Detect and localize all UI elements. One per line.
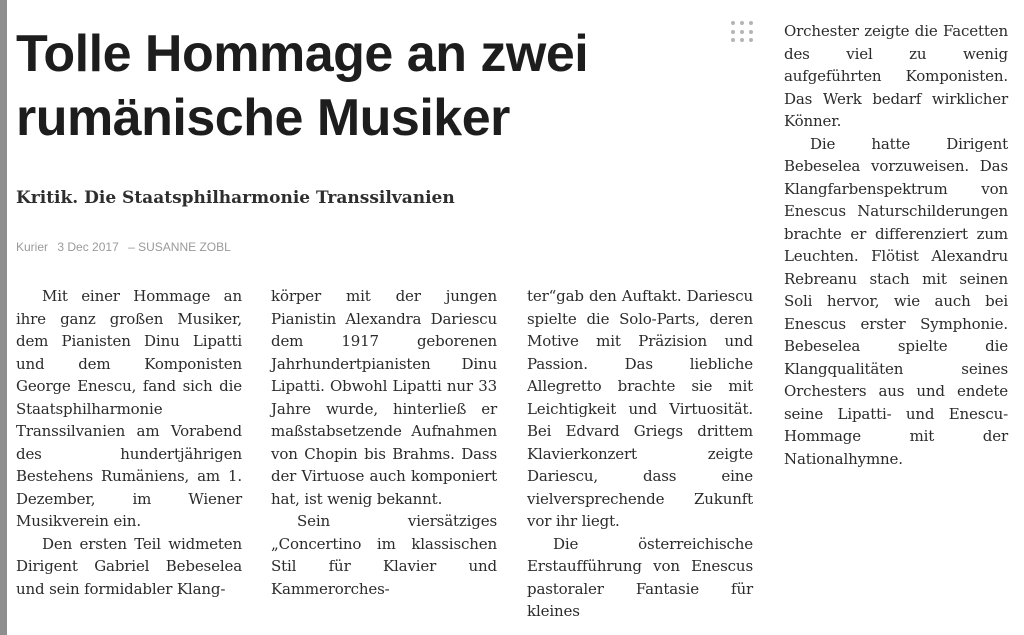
drag-handle-icon[interactable]	[731, 21, 755, 43]
paragraph: ter“gab den Auftakt. Dariescu spielte die Solo-Parts, deren Motive mit Präzision und Passion. Das liebliche Allegretto brachte sie mit Leichtigkeit und Virtuosität. Bei Edvard Griegs drittem Klavierkonzert zeigte Dariescu, dass eine vielversprechende Zukunft vor ihr liegt.	[527, 287, 753, 530]
paragraph: Sein viersätziges „Concertino im klassischen Stil für Klavier und Kammerorches-	[271, 512, 497, 598]
headline-line: rumänische Musiker	[16, 89, 510, 147]
paragraph: Die hatte Dirigent Bebeselea vorzuweisen. Das Klangfarbenspektrum von Enescus Naturschilderungen brachte er differenziert zum Leuchten. Flötist Alexandru Rebreanu stach mit seinen Soli hervor, wie auch bei Enescus erster Symphonie. Bebeselea spielte die Klangqualitäten seines Orchesters aus und endete seine Lipatti- und Enescu-Hommage mit der Nationalhymne.	[784, 134, 1008, 468]
text-column-2	[271, 285, 497, 600]
paragraph: Die österreichische Erstaufführung von Enescus pastoraler Fantasie für kleines	[527, 534, 753, 620]
page-edge	[0, 0, 7, 635]
headline-line: Tolle Hommage an zwei	[16, 25, 589, 83]
article-subtitle: Kritik. Die Staatsphilharmonie Transsilvanien	[16, 188, 455, 208]
paragraph: Mit einer Hommage an ihre ganz großen Musiker, dem Pianisten Dinu Lipatti und dem Komponisten George Enescu, fand sich die Staatsphilharmonie Transsilvanien am Vorabend des hundertjährigen Bestehens Rumäniens, am 1. Dezember, im Wiener Musikverein ein.	[16, 287, 242, 530]
paragraph: körper mit der jungen Pianistin Alexandra Dariescu dem 1917 geborenen Jahrhundertpianisten Dinu Lipatti. Obwohl Lipatti nur 33 Jahre wurde, hinterließ er maßstabsetzende Aufnahmen von Chopin bis Brahms. Dass der Virtuose auch komponiert hat, ist wenig bekannt.	[271, 287, 497, 508]
text-column-3	[527, 285, 753, 623]
author-label: – SUSANNE ZOBL	[128, 240, 231, 254]
article-meta	[16, 240, 237, 254]
publish-date: 3 Dec 2017	[57, 240, 119, 254]
paragraph: Orchester zeigte die Facetten des viel zu wenig aufgeführten Komponisten. Das Werk bedarf wirklicher Könner.	[784, 22, 1008, 130]
source-label: Kurier	[16, 240, 49, 254]
text-column-4	[784, 20, 1008, 470]
text-column-1	[16, 285, 242, 600]
headline	[16, 22, 716, 150]
paragraph: Den ersten Teil widmeten Dirigent Gabriel Bebeselea und sein formidabler Klang-	[16, 534, 242, 598]
